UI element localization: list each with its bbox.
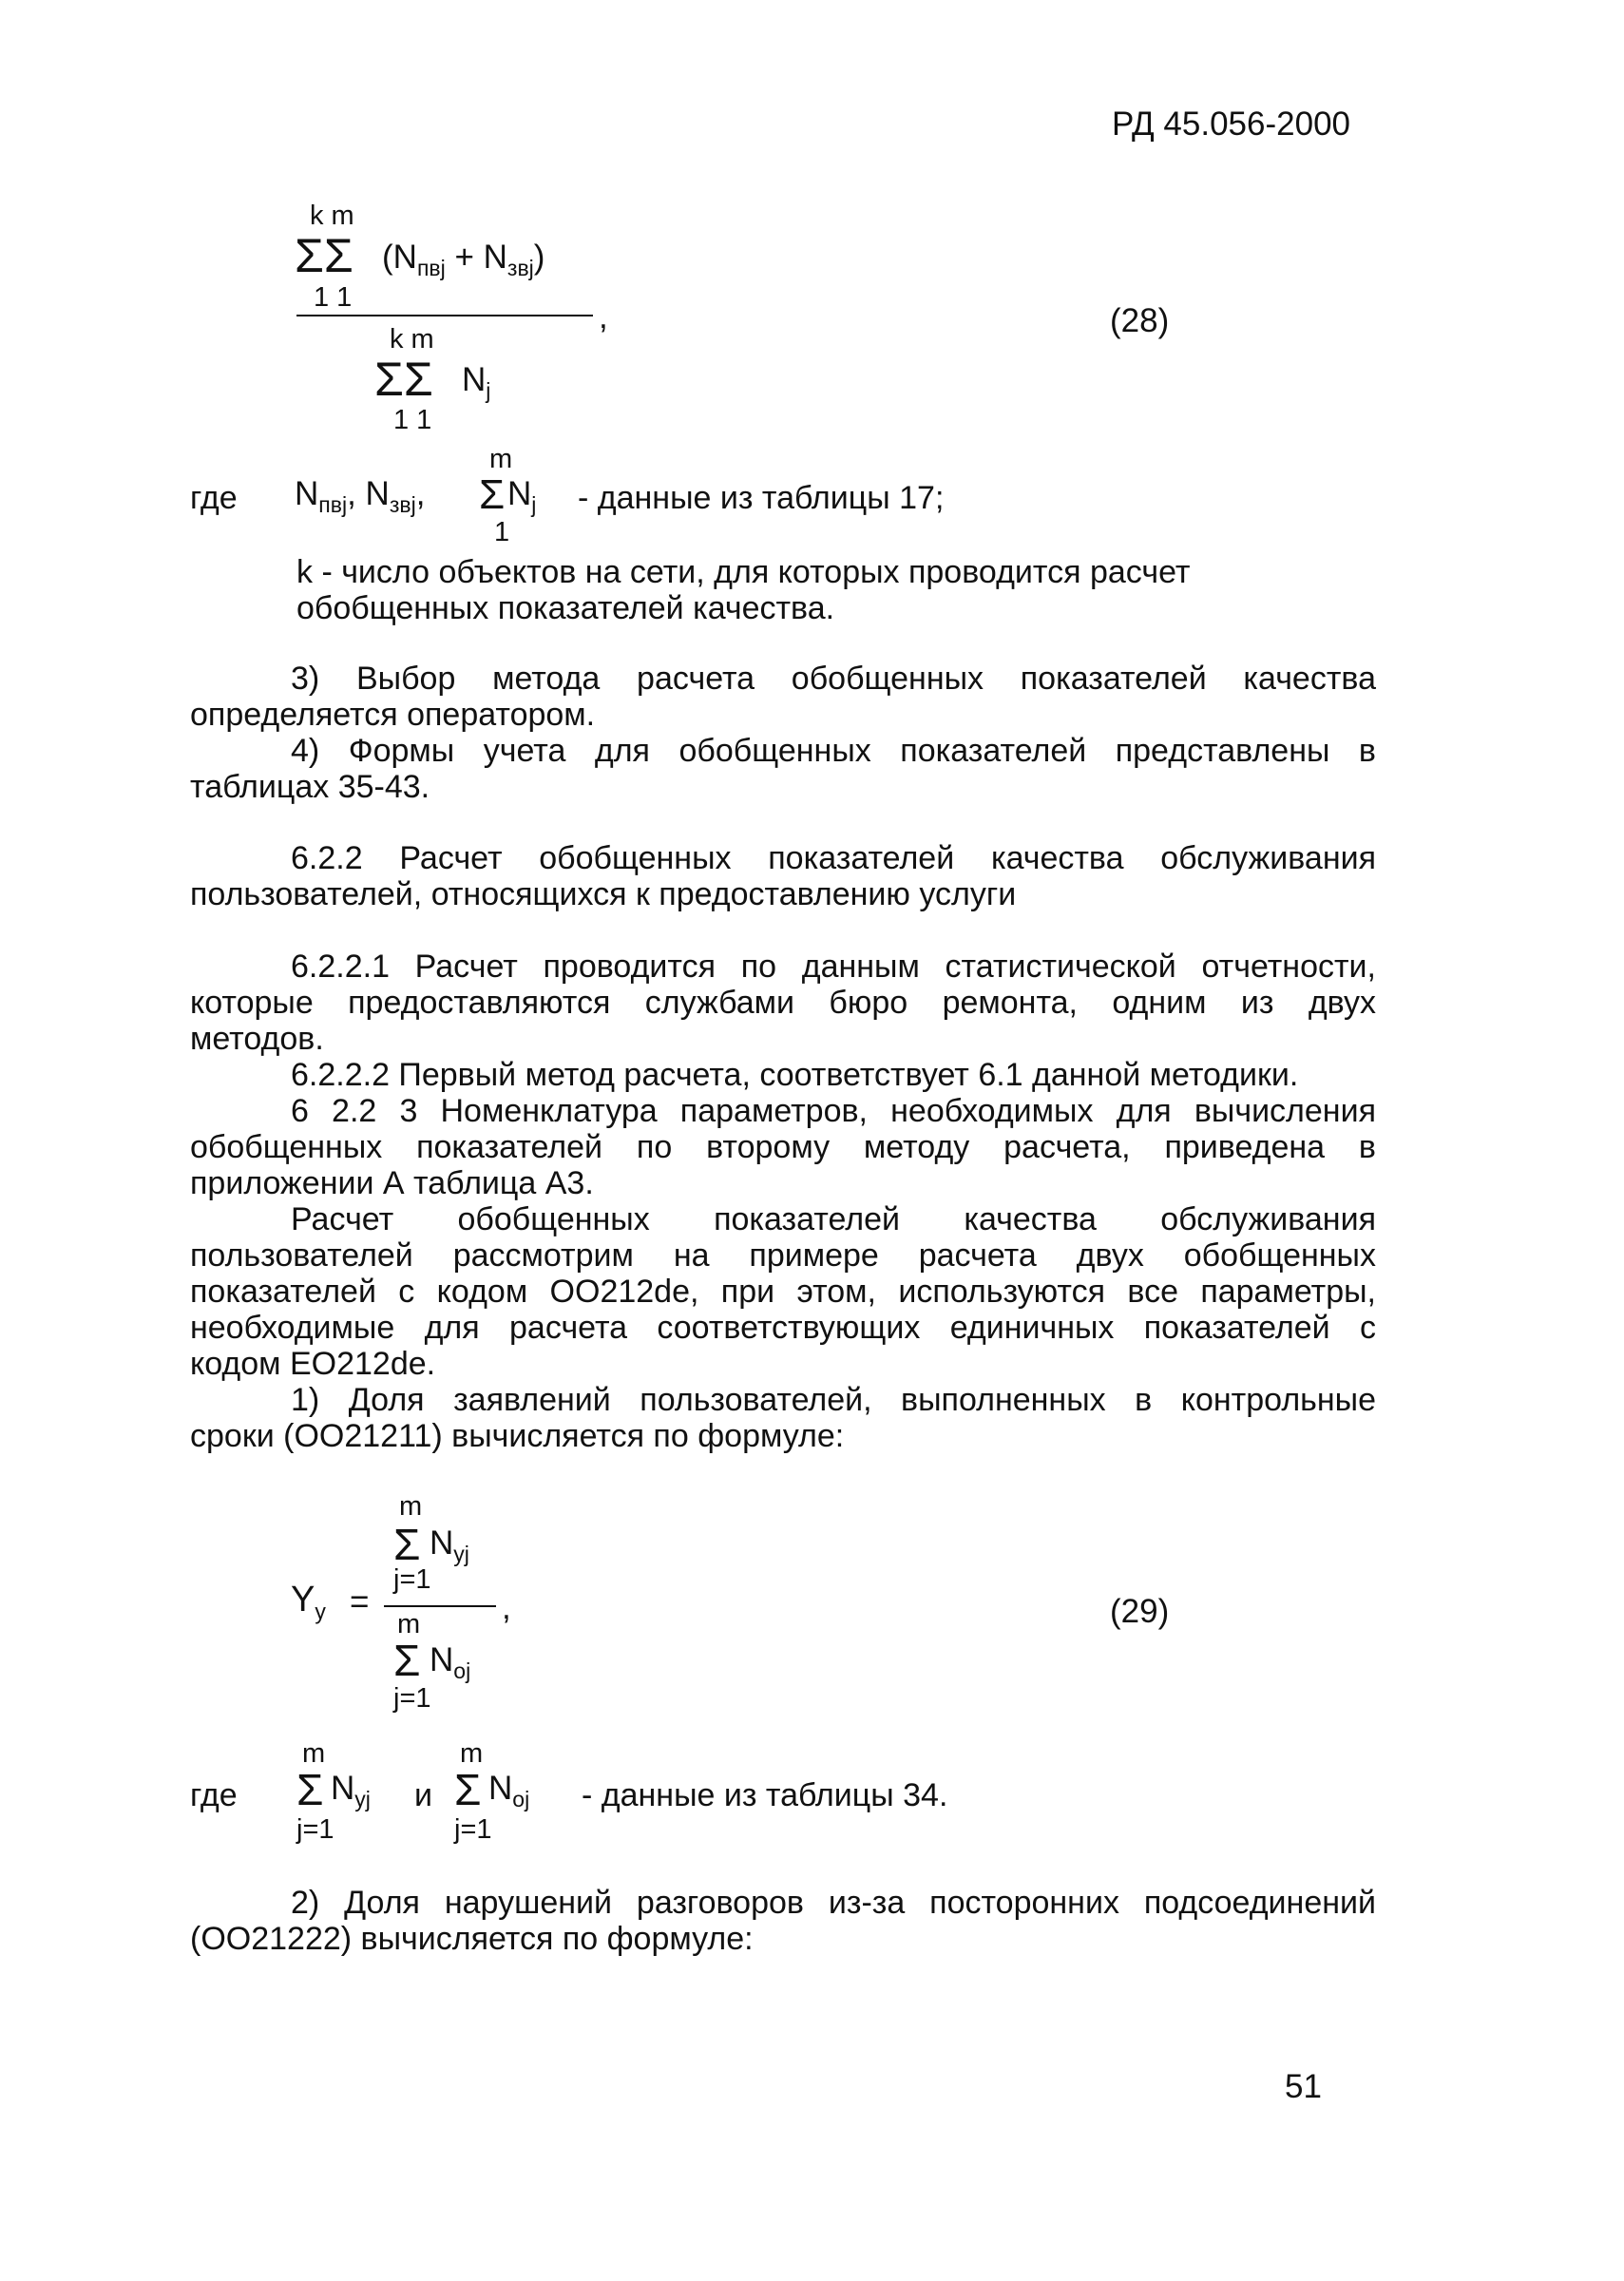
eq28-numerator-lower-limits: 1 1 [314,282,353,313]
k-definition-line-1: k - число объектов на сети, для которых проводится расчет [296,554,1191,590]
eq28-denominator-lower-limits: 1 1 [393,405,432,435]
eq29-numerator-term: $N_{yj}$ [430,1524,469,1566]
eq29-denominator-sum-sign: Σ [393,1636,421,1685]
eq28-legend-sum-lower: 1 [494,517,510,547]
eq29-comma: , [502,1589,511,1626]
eq29-numerator-sum-sign: Σ [393,1520,421,1569]
eq29-legend-sum1-term: $N_{yj}$ [331,1770,371,1811]
eq28-legend-sum-upper: m [489,444,513,474]
eq28-numerator-sum-signs: ΣΣ [295,229,353,282]
item-2-line-2: (ОО21222) вычисляется по формуле: [190,1921,754,1957]
eq29-legend-sum1-lower: j=1 [296,1814,334,1845]
eq28-denominator-sum-signs: ΣΣ [374,353,433,406]
calc-paragraph-line-2: пользователей рассмотрим на примере расчета двух обобщенных [190,1237,1376,1274]
section-6-2-2-line-2: пользователей, относящихся к предоставлению услуги [190,876,1017,912]
eq29-legend-sum2-term: $N_{oj}$ [488,1770,530,1811]
eq28-denominator-upper-limits: k m [390,324,434,355]
calc-paragraph-line-1: Расчет обобщенных показателей качества обслуживания [291,1201,1376,1237]
k-definition-line-2: обобщенных показателей качества. [296,590,835,626]
where-word-2: где [190,1777,238,1813]
eq28-legend-sum-sign: Σ [479,471,506,518]
section-6-2-2-3-line-1: 6 2.2 3 Номенклатура параметров, необходимых для вычисления [291,1093,1376,1129]
eq29-legend-sum1-upper: m [302,1738,326,1769]
calc-paragraph-line-3: показателей с кодом ОО212de, при этом, используются все параметры, [190,1274,1376,1310]
eq29-legend-sum2-lower: j=1 [454,1814,492,1845]
section-6-2-2-3-line-2: обобщенных показателей по второму методу расчета, приведена в [190,1129,1376,1165]
eq29-equals: = [350,1583,370,1620]
section-6-2-2-2: 6.2.2.2 Первый метод расчета, соответствует 6.1 данной методики. [291,1057,1299,1093]
eq29-legend-sum2-sign: Σ [454,1765,482,1814]
section-6-2-2-line-1: 6.2.2 Расчет обобщенных показателей качества обслуживания [291,840,1376,876]
eq29-lhs: $Y_y$ [291,1580,326,1624]
eq29-denominator-lower: j=1 [393,1683,431,1714]
eq29-legend-sum2-upper: m [460,1738,484,1769]
item-2-line-1: 2) Доля нарушений разговоров из-за посторонних подсоединений [291,1885,1376,1921]
calc-paragraph-line-5: кодом ЕО212de. [190,1346,436,1382]
para-3-line-2: определяется оператором. [190,697,596,733]
eq28-denominator-expression: $N_j$ [462,361,491,403]
section-6-2-2-1-line-1: 6.2.2.1 Расчет проводится по данным статистической отчетности, [291,949,1376,985]
eq28-legend-variables: $N_{пвj}$, $N_{звj}$, [295,475,426,517]
para-3-line-1: 3) Выбор метода расчета обобщенных показателей качества [291,661,1376,697]
eq29-number: (29) [1110,1593,1170,1630]
calc-paragraph-line-4: необходимые для расчета соответствующих единичных показателей с [190,1310,1376,1346]
para-4-line-1: 4) Формы учета для обобщенных показателей представлены в [291,733,1376,769]
eq28-comma: , [599,298,608,335]
para-4-line-2: таблицах 35-43. [190,769,430,805]
document-code: РД 45.056-2000 [1112,105,1350,143]
eq28-numerator-upper-limits: k m [310,201,354,231]
eq29-fraction-bar [384,1605,496,1607]
section-6-2-2-1-line-3: методов. [190,1021,324,1057]
eq28-fraction-bar [296,315,593,316]
where-word: где [190,480,238,516]
eq29-denominator-upper: m [397,1609,421,1639]
eq29-legend-source: - данные из таблицы 34. [582,1777,948,1813]
eq29-numerator-lower: j=1 [393,1564,431,1595]
page-number: 51 [1285,2068,1322,2105]
eq29-numerator-upper: m [399,1491,423,1522]
eq29-denominator-term: $N_{oj}$ [430,1641,471,1683]
eq29-legend-sum1-sign: Σ [296,1765,324,1814]
item-1-line-2: сроки (ОО21211) вычисляется по формуле: [190,1418,845,1454]
item-1-line-1: 1) Доля заявлений пользователей, выполненных в контрольные [291,1382,1376,1418]
eq28-legend-sum-term: $N_j$ [507,475,537,517]
eq28-numerator-expression: $(N_{пвj} + N_{звj})$ [382,239,545,280]
eq28-legend-source: - данные из таблицы 17; [578,480,945,516]
eq28-number: (28) [1110,302,1170,339]
section-6-2-2-3-line-3: приложении А таблица А3. [190,1165,594,1201]
section-6-2-2-1-line-2: которые предоставляются службами бюро ремонта, одним из двух [190,985,1376,1021]
eq29-legend-and: и [414,1777,432,1813]
